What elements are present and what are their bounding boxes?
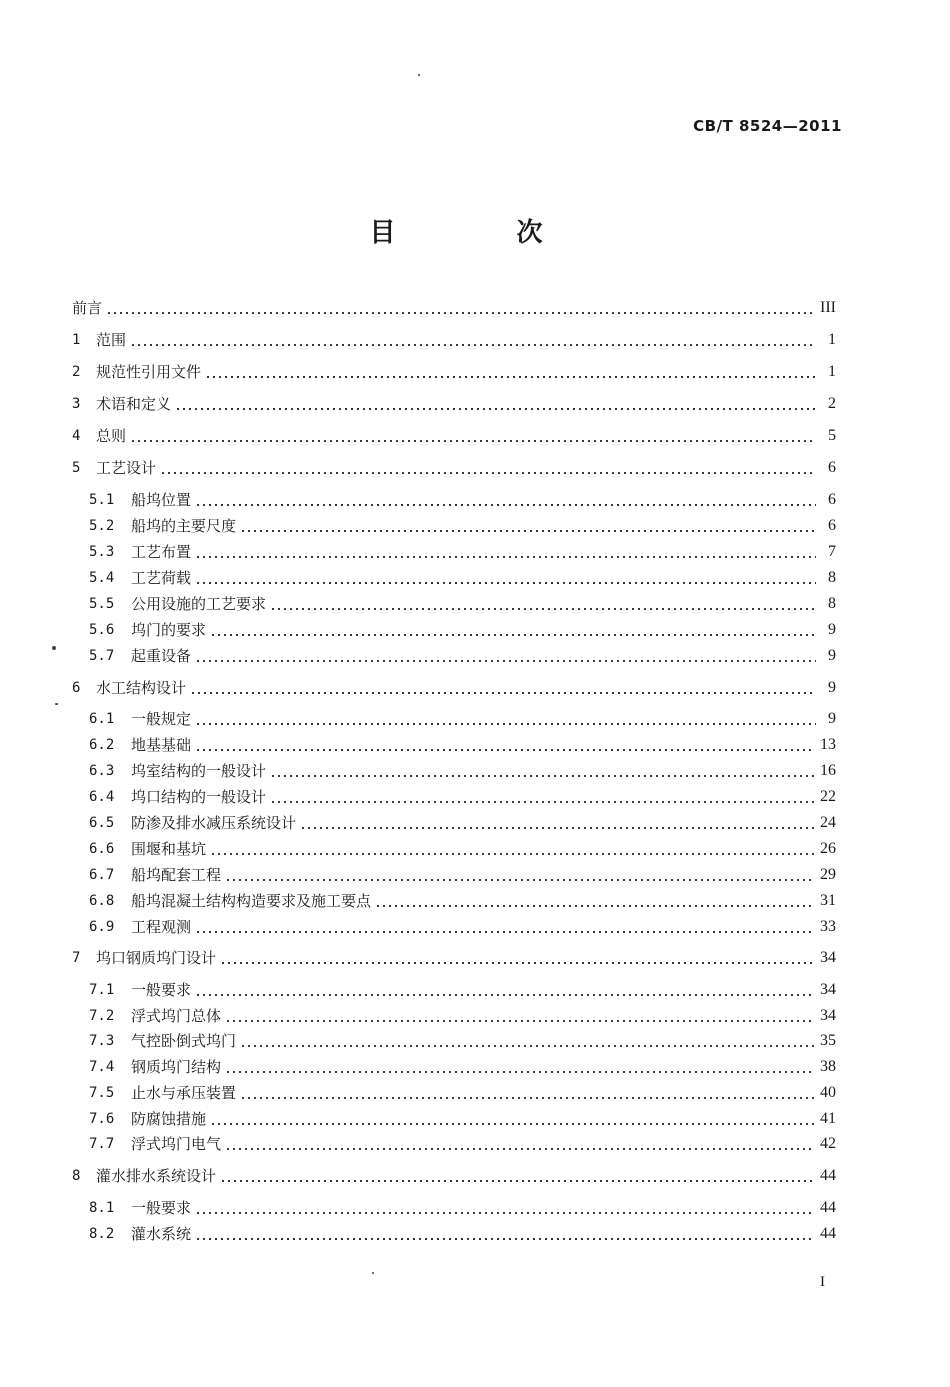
dot-leader: [130, 344, 816, 346]
toc-entry-page: III: [820, 299, 836, 316]
toc-entry-page: 1: [828, 331, 836, 348]
toc-entry-title: 范围: [96, 331, 127, 349]
dot-leader: [300, 827, 814, 829]
toc-entry-title: 钢质坞门结构: [131, 1058, 222, 1076]
toc-entry-title: 防渗及排水减压系统设计: [131, 814, 297, 832]
toc-entry-title: 坞口结构的一般设计: [131, 788, 267, 806]
toc-entry[interactable]: [89, 486, 836, 510]
toc-entry-page: 35: [820, 1032, 836, 1049]
toc-entry-number: 6.5: [89, 815, 115, 831]
dot-leader: [190, 692, 816, 694]
toc-entry[interactable]: [89, 1053, 836, 1077]
toc-title: 目 次: [369, 218, 599, 248]
toc-entry[interactable]: [72, 326, 836, 350]
dot-leader: [160, 472, 816, 474]
toc-entry-title: 围堰和基坑: [131, 840, 207, 858]
dot-leader: [106, 312, 814, 314]
toc-entry-number: 8: [72, 1168, 81, 1184]
toc-entry-title: 术语和定义: [96, 395, 172, 413]
dot-leader: [195, 1238, 814, 1240]
toc-entry[interactable]: [89, 1079, 836, 1103]
toc-entry-page: 6: [828, 491, 836, 508]
dot-leader: [220, 962, 814, 964]
toc-entry-title: 坞室结构的一般设计: [131, 762, 267, 780]
toc-entry[interactable]: [89, 887, 836, 911]
toc-entry[interactable]: [72, 1162, 836, 1186]
toc-entry-page: 13: [820, 736, 836, 753]
dot-leader: [220, 1180, 814, 1182]
dot-leader: [210, 853, 814, 855]
toc-entry-title: 地基基础: [131, 736, 192, 754]
scan-speck: [52, 646, 56, 650]
toc-entry-page: 8: [828, 569, 836, 586]
toc-entry-title: 船坞混凝土结构构造要求及施工要点: [131, 892, 372, 910]
toc-entry[interactable]: [89, 564, 836, 588]
toc-entry-title: 规范性引用文件: [96, 363, 202, 381]
toc-entry-page: 44: [820, 1199, 836, 1216]
toc-entry-page: 38: [820, 1058, 836, 1075]
scan-speck: [372, 1272, 374, 1274]
toc-entry[interactable]: [72, 294, 836, 318]
toc-entry-page: 24: [820, 814, 836, 831]
toc-entry[interactable]: [89, 731, 836, 755]
toc-entry-page: 9: [828, 647, 836, 664]
dot-leader: [225, 879, 814, 881]
toc-entry-title: 气控卧倒式坞门: [131, 1032, 237, 1050]
toc-entry[interactable]: [89, 1002, 836, 1026]
toc-entry-number: 8.1: [89, 1200, 115, 1216]
toc-entry-page: 1: [828, 363, 836, 380]
toc-entry-page: 29: [820, 866, 836, 883]
toc-entry[interactable]: [72, 454, 836, 478]
dot-leader: [210, 634, 816, 636]
toc-entry-page: 9: [828, 679, 836, 696]
toc-entry-page: 9: [828, 710, 836, 727]
toc-entry-title: 工艺荷载: [131, 569, 192, 587]
toc-entry-number: 6.8: [89, 893, 115, 909]
toc-entry-title: 工艺设计: [96, 459, 157, 477]
toc-entry-title: 防腐蚀措施: [131, 1110, 207, 1128]
dot-leader: [270, 801, 814, 803]
toc-entry-number: 7.6: [89, 1111, 115, 1127]
toc-entry-title: 船坞配套工程: [131, 866, 222, 884]
toc-entry-page: 34: [820, 1007, 836, 1024]
dot-leader: [130, 440, 816, 442]
toc-entry-number: 5.3: [89, 544, 115, 560]
toc-entry[interactable]: [89, 861, 836, 885]
toc-entry[interactable]: [72, 944, 836, 968]
toc-entry-page: 6: [828, 517, 836, 534]
toc-entry-number: 6.1: [89, 711, 115, 727]
toc-entry-title: 工程观测: [131, 918, 192, 936]
toc-entry-title: 船坞的主要尺度: [131, 517, 237, 535]
toc-entry[interactable]: [89, 642, 836, 666]
toc-entry-page: 34: [820, 981, 836, 998]
toc-entry[interactable]: [89, 616, 836, 640]
toc-entry-page: 22: [820, 788, 836, 805]
dot-leader: [225, 1148, 814, 1150]
toc-entry-page: 2: [828, 395, 836, 412]
toc-entry-number: 3: [72, 396, 81, 412]
dot-leader: [270, 775, 814, 777]
dot-leader: [195, 931, 814, 933]
dot-leader: [175, 408, 816, 410]
toc-entry-title: 一般要求: [131, 1199, 192, 1217]
toc-entry-number: 6.2: [89, 737, 115, 753]
toc-entry-title: 起重设备: [131, 647, 192, 665]
toc-entry-page: 34: [820, 949, 836, 966]
toc-entry-number: 5.7: [89, 648, 115, 664]
toc-entry[interactable]: [89, 913, 836, 937]
toc-entry-page: 44: [820, 1225, 836, 1242]
dot-leader: [240, 1097, 814, 1099]
toc-entry[interactable]: [72, 358, 836, 382]
dot-leader: [270, 608, 816, 610]
toc-entry[interactable]: [89, 809, 836, 833]
toc-entry-title: 坞门的要求: [131, 621, 207, 639]
dot-leader: [195, 660, 816, 662]
toc-entry[interactable]: [89, 1130, 836, 1154]
toc-entry-page: 40: [820, 1084, 836, 1101]
dot-leader: [225, 1020, 814, 1022]
toc-entry-number: 6.9: [89, 919, 115, 935]
toc-entry-number: 6.6: [89, 841, 115, 857]
toc-entry-title: 公用设施的工艺要求: [131, 595, 267, 613]
toc-entry-title: 一般规定: [131, 710, 192, 728]
toc-entry-number: 4: [72, 428, 81, 444]
toc-entry-title: 水工结构设计: [96, 679, 187, 697]
toc-entry-page: 16: [820, 762, 836, 779]
toc-entry[interactable]: [89, 757, 836, 781]
toc-entry-title: 总则: [96, 427, 127, 445]
toc-entry-number: 7.3: [89, 1033, 115, 1049]
toc-entry[interactable]: [89, 976, 836, 1000]
toc-entry-title: 浮式坞门电气: [131, 1135, 222, 1153]
dot-leader: [240, 1045, 814, 1047]
document-code: CB/T 8524—2011: [693, 117, 842, 135]
dot-leader: [210, 1123, 814, 1125]
toc-entry-number: 2: [72, 364, 81, 380]
toc-entry-title: 止水与承压装置: [131, 1084, 237, 1102]
toc-entry-page: 26: [820, 840, 836, 857]
dot-leader: [375, 905, 814, 907]
toc-entry-number: 6.7: [89, 867, 115, 883]
toc-entry-number: 7: [72, 950, 81, 966]
toc-entry[interactable]: [89, 538, 836, 562]
toc-entry-number: 5: [72, 460, 81, 476]
toc-entry-title: 灌水排水系统设计: [96, 1167, 217, 1185]
dot-leader: [195, 1212, 814, 1214]
toc-entry[interactable]: [89, 783, 836, 807]
dot-leader: [195, 994, 814, 996]
toc-entry-title: 工艺布置: [131, 543, 192, 561]
dot-leader: [225, 1071, 814, 1073]
toc-entry-number: 7.2: [89, 1008, 115, 1024]
toc-entry-number: 1: [72, 332, 81, 348]
toc-entry[interactable]: [72, 422, 836, 446]
toc-entry[interactable]: [89, 512, 836, 536]
toc-entry[interactable]: [72, 390, 836, 414]
toc-entry-number: 6.4: [89, 789, 115, 805]
dot-leader: [240, 530, 816, 532]
toc-entry-number: 5.5: [89, 596, 115, 612]
page-number: I: [820, 1274, 825, 1290]
toc-entry-number: 7.1: [89, 982, 115, 998]
toc-entry-number: 5.6: [89, 622, 115, 638]
toc-entry-number: 7.4: [89, 1059, 115, 1075]
toc-entry-page: 7: [828, 543, 836, 560]
toc-entry-page: 9: [828, 621, 836, 638]
toc-entry-page: 6: [828, 459, 836, 476]
toc-entry-page: 33: [820, 918, 836, 935]
toc-entry-title: 坞口钢质坞门设计: [96, 949, 217, 967]
toc-entry-title: 灌水系统: [131, 1225, 192, 1243]
scan-speck: [55, 703, 58, 705]
toc-entry[interactable]: [89, 705, 836, 729]
toc-entry-number: 5.4: [89, 570, 115, 586]
toc-entry[interactable]: [89, 1220, 836, 1244]
dot-leader: [195, 723, 816, 725]
scan-speck: [418, 74, 420, 76]
toc-entry-title: 前言: [72, 299, 103, 317]
toc-entry-page: 31: [820, 892, 836, 909]
toc-entry[interactable]: [89, 590, 836, 614]
dot-leader: [195, 582, 816, 584]
toc-entry-page: 8: [828, 595, 836, 612]
toc-entry-number: 6.3: [89, 763, 115, 779]
toc-entry-number: 8.2: [89, 1226, 115, 1242]
toc-entry[interactable]: [89, 1027, 836, 1051]
toc-entry-page: 5: [828, 427, 836, 444]
toc-entry-page: 41: [820, 1110, 836, 1127]
toc-entry[interactable]: [89, 835, 836, 859]
toc-entry-number: 5.2: [89, 518, 115, 534]
toc-entry[interactable]: [89, 1105, 836, 1129]
dot-leader: [195, 749, 814, 751]
toc-entry-page: 44: [820, 1167, 836, 1184]
toc-entry[interactable]: [72, 674, 836, 698]
toc-entry-number: 7.7: [89, 1136, 115, 1152]
dot-leader: [195, 504, 816, 506]
toc-entry-number: 7.5: [89, 1085, 115, 1101]
toc-entry-number: 5.1: [89, 492, 115, 508]
toc-entry[interactable]: [89, 1194, 836, 1218]
dot-leader: [195, 556, 816, 558]
toc-entry-title: 船坞位置: [131, 491, 192, 509]
toc-entry-number: 6: [72, 680, 81, 696]
toc-entry-title: 浮式坞门总体: [131, 1007, 222, 1025]
toc-entry-page: 42: [820, 1135, 836, 1152]
toc-entry-title: 一般要求: [131, 981, 192, 999]
dot-leader: [205, 376, 816, 378]
